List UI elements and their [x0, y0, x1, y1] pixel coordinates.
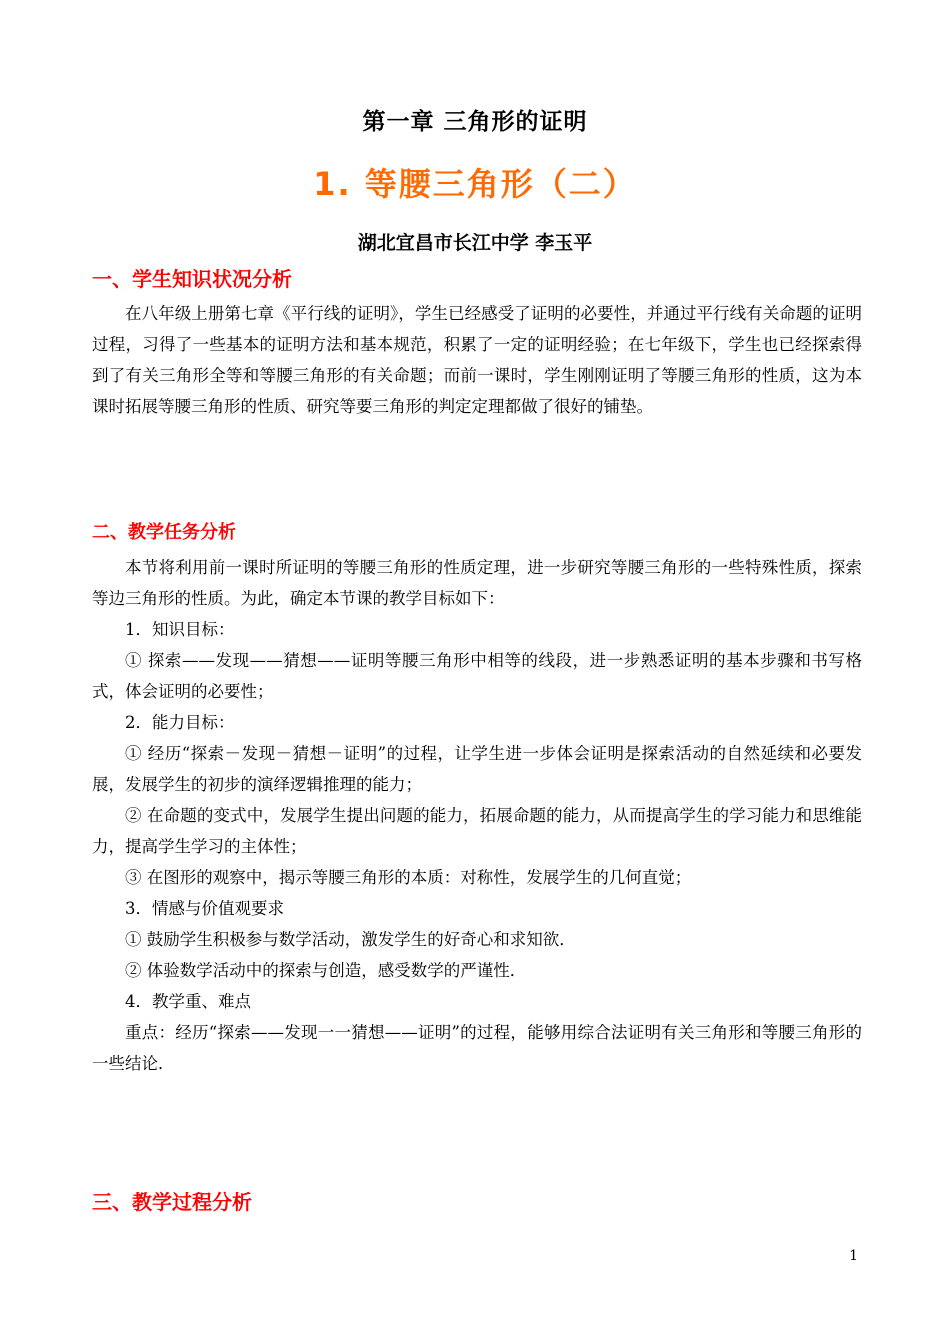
- list-item: ① 探索——发现——猜想——证明等腰三角形中相等的线段，进一步熟悉证明的基本步骤和书写格式，体会证明的必要性；: [92, 651, 862, 701]
- list-heading-ability-goals: 2．能力目标：: [125, 713, 235, 732]
- list-item: ② 在命题的变式中，发展学生提出问题的能力，拓展命题的能力，从而提高学生的学习能力和思维能力，提高学生学习的主体性；: [92, 806, 862, 856]
- list-item: ③ 在图形的观察中，揭示等腰三角形的本质：对称性，发展学生的几何直觉；: [125, 868, 692, 887]
- section-body-teaching-tasks: [92, 552, 862, 1079]
- list-item: ② 体验数学活动中的探索与创造，感受数学的严谨性．: [125, 961, 527, 980]
- chapter-title: 第一章 三角形的证明: [362, 109, 588, 135]
- list-heading-knowledge-goals: 1．知识目标：: [125, 620, 235, 639]
- list-item: ① 鼓励学生积极参与数学活动，激发学生的好奇心和求知欲．: [125, 930, 576, 949]
- paragraph: 在八年级上册第七章《平行线的证明》，学生已经感受了证明的必要性，并通过平行线有关命题的证明过程，习得了一些基本的证明方法和基本规范，积累了一定的证明经验；在七年级下，学生也已经探索得到了有关三角形全等和等腰三角形的有关命题；而前一课时，学生刚刚证明了等腰三角形的性质，这为本课时拓展等腰三角形的性质、研究等要三角形的判定定理都做了很好的铺垫。: [92, 304, 862, 416]
- section-heading-student-knowledge: 一、学生知识状况分析: [92, 267, 292, 291]
- list-heading-values: 3．情感与价值观要求: [125, 899, 284, 918]
- page-number: 1: [849, 1248, 858, 1264]
- section-body-student-knowledge: [92, 298, 862, 422]
- paragraph: 重点：经历“探索——发现一一猜想——证明”的过程，能够用综合法证明有关三角形和等腰三角形的一些结论．: [92, 1023, 862, 1073]
- paragraph: 本节将利用前一课时所证明的等腰三角形的性质定理，进一步研究等腰三角形的一些特殊性质，探索等边三角形的性质。为此，确定本节课的教学目标如下：: [92, 558, 862, 608]
- section-heading-teaching-process: 三、教学过程分析: [92, 1190, 252, 1214]
- list-item: ① 经历“探索－发现－猜想－证明”的过程，让学生进一步体会证明是探索活动的自然延续和必要发展，发展学生的初步的演绎逻辑推理的能力；: [92, 744, 862, 794]
- author-line: 湖北宜昌市长江中学 李玉平: [357, 232, 593, 254]
- list-heading-key-points: 4．教学重、难点: [125, 992, 251, 1011]
- lesson-title: 1. 等腰三角形（二）: [313, 165, 637, 203]
- section-heading-teaching-tasks: 二、教学任务分析: [92, 522, 236, 543]
